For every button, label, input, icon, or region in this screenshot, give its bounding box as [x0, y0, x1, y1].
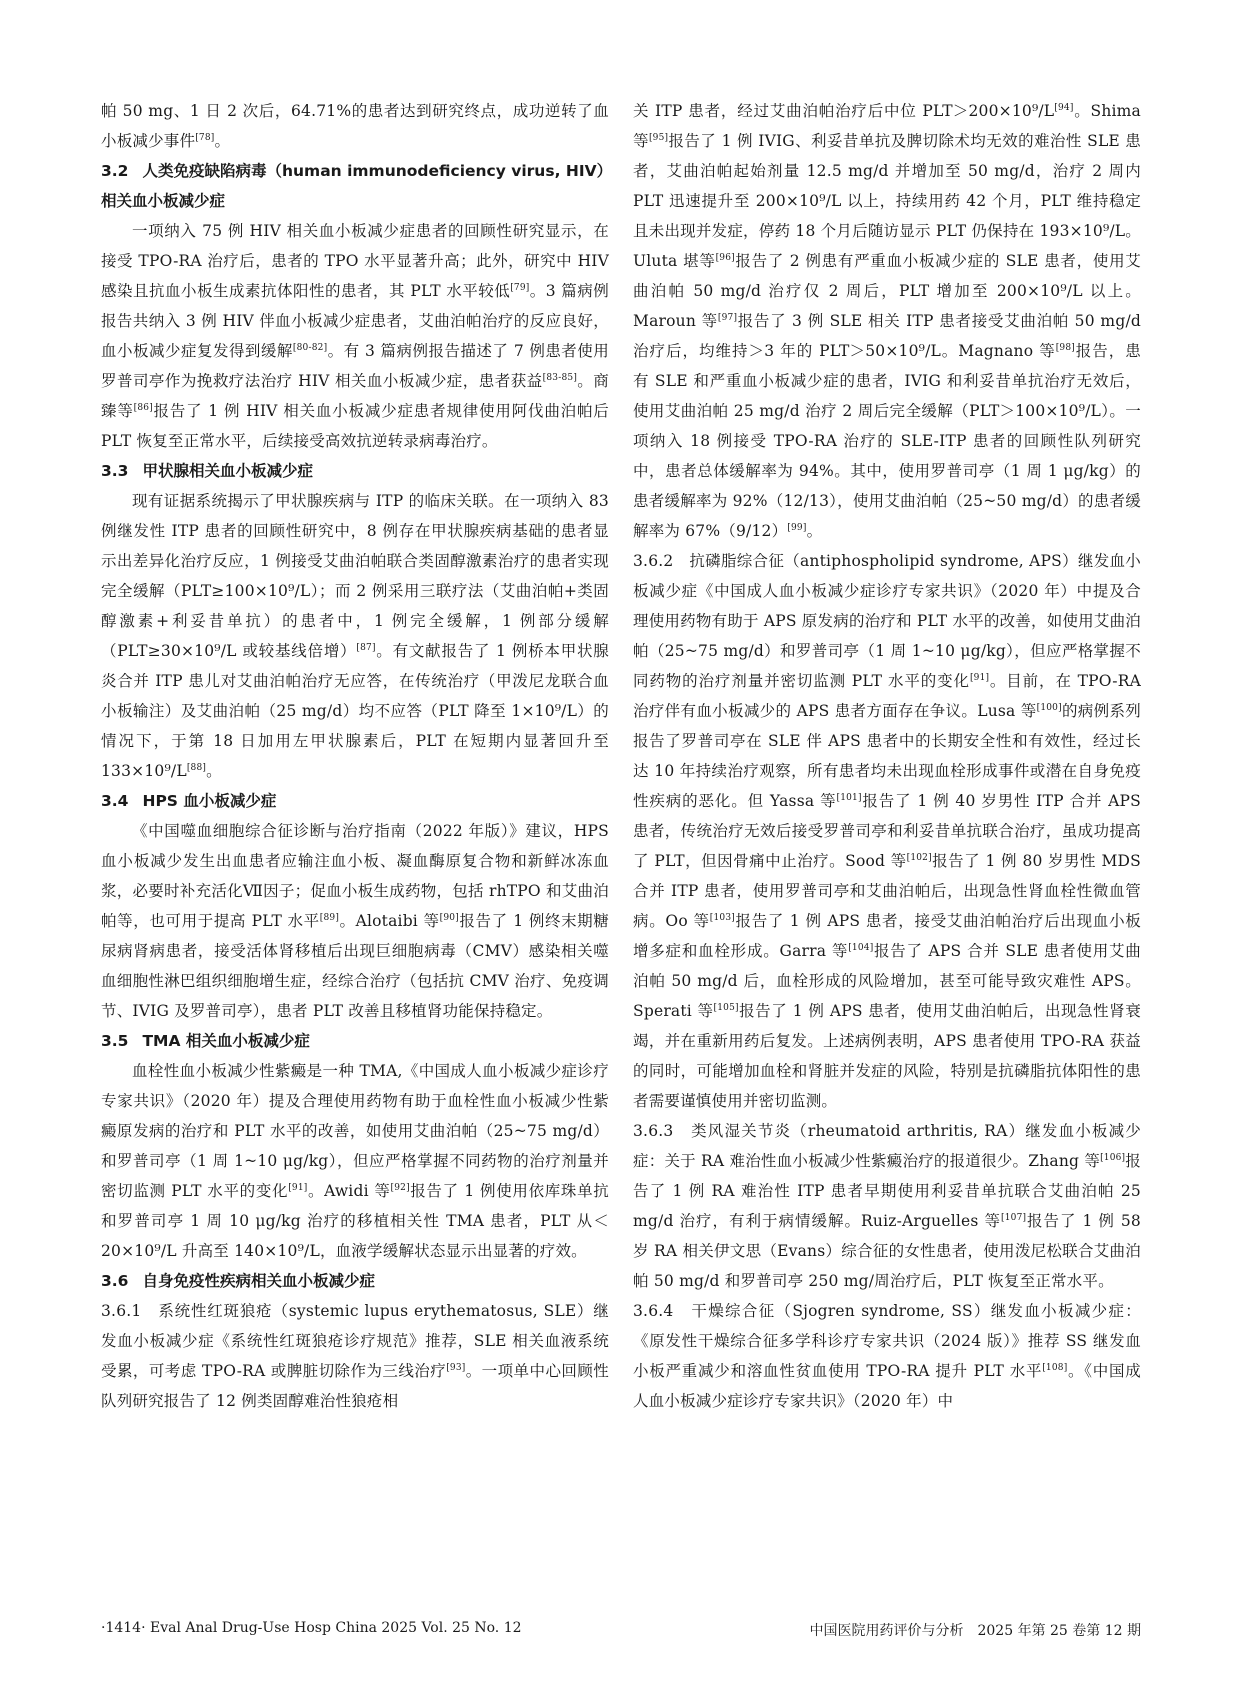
citation: [99] [787, 522, 807, 533]
section-title: 人类免疫缺陷病毒（human immunodeficiency virus, HIV）相关血小板减少症 [101, 162, 605, 210]
citation: [96] [715, 252, 735, 263]
footer-left: ·1414· Eval Anal Drug-Use Hosp China 2025 Vol. 25 No. 12 [101, 1620, 522, 1636]
paragraph [633, 1296, 1141, 1416]
citation: [88] [186, 762, 207, 773]
body-text: 。 [206, 762, 222, 780]
body-text: 报告了 1 例 APS 患者，接受艾曲泊帕治疗后出现血小板增多症和血栓形成。Garra 等 [633, 912, 1141, 960]
citation: [80-82] [292, 342, 328, 353]
citation: [106] [1100, 1152, 1126, 1163]
body-text: 血栓性血小板减少性紫癜是一种 TMA,《中国成人血小板减少症诊疗专家共识》（2020 年）提及合理使用药物有助于血栓性血小板减少性紫癜原发病的治疗和 PLT 水平的改善，如使用艾曲泊帕（25~75 mg/d）和罗普司亭（1 周 1~10 μg/kg），但应严格掌握不同药物的治疗剂量并密切监测 PLT 水平的变化 [101, 1062, 609, 1200]
body-text: 报告了 1 例 IVIG、利妥昔单抗及脾切除术均无效的难治性 SLE 患者，艾曲泊帕起始剂量 12.5 mg/d 并增加至 50 mg/d，治疗 2 周内 PLT 迅速提升至 200×10⁹/L 以上，持续用药 42 个月，PLT 维持稳定且未出现并发症，停药 18 个月后随访显示 PLT 仍保持在 193×10⁹/L。Uluta 堪等 [633, 132, 1142, 270]
citation: [90] [439, 912, 459, 923]
body-text: 。Alotaibi 等 [339, 912, 440, 930]
paragraph [101, 1296, 609, 1416]
citation: [98] [1055, 342, 1075, 353]
body-text: 3.6.2 抗磷脂综合征（antiphospholipid syndrome, APS）继发血小板减少症《中国成人血小板减少症诊疗专家共识》（2020 年）中提及合理使用药物有助于 APS 原发病的治疗和 PLT 水平的改善，如使用艾曲泊帕（25~75 mg/d）和罗普司亭（1 周 1~10 μg/kg），但应严格掌握不同药物的治疗剂量并密切监测 PLT 水平的变化 [633, 552, 1141, 690]
body-text: 。 [806, 522, 823, 540]
paragraph [633, 1116, 1141, 1296]
body-text: 3.6.1 系统性红斑狼疮（systemic lupus erythematosus, SLE）继发血小板减少症《系统性红斑狼疮诊疗规范》推荐，SLE 相关血液系统受累，可考虑 TPO-RA 或脾脏切除作为三线治疗 [101, 1302, 609, 1380]
section-heading [101, 456, 609, 486]
citation: [102] [906, 852, 932, 863]
section-title: HPS 血小板减少症 [142, 792, 277, 810]
body-text: 帕 50 mg、1 日 2 次后，64.71%的患者达到研究终点，成功逆转了血小板减少事件 [101, 102, 609, 150]
citation: [101] [836, 792, 862, 803]
body-text: 。3 篇病例报告共纳入 3 例 HIV 伴血小板减少症患者，艾曲泊帕治疗的反应良好，血小板减少症复发得到缓解 [101, 282, 609, 360]
section-number: 3.3 [101, 462, 129, 480]
body-text: 一项纳入 75 例 HIV 相关血小板减少症患者的回顾性研究显示，在接受 TPO-RA 治疗后，患者的 TPO 水平显著升高；此外，研究中 HIV 感染且抗血小板生成素抗体阳性的患者，其 PLT 水平较低 [101, 222, 609, 300]
citation: [100] [1036, 702, 1062, 713]
paragraph [633, 96, 1141, 546]
left-column [101, 96, 609, 1416]
citation: [87] [356, 642, 376, 653]
citation: [95] [648, 132, 669, 143]
body-text: 。商臻等 [101, 372, 609, 420]
body-text: 报告了 1 例 HIV 相关血小板减少症患者规律使用阿伐曲泊帕后 PLT 恢复至正常水平，后续接受高效抗逆转录病毒治疗。 [101, 402, 609, 450]
citation: [79] [510, 282, 530, 293]
paragraph [101, 1056, 609, 1266]
citation: [92] [390, 1182, 410, 1193]
section-title: 甲状腺相关血小板减少症 [142, 462, 313, 480]
paragraph [101, 96, 609, 156]
paragraph [101, 216, 609, 456]
body-text: 。Shima 等 [633, 102, 1141, 150]
section-title: TMA 相关血小板减少症 [142, 1032, 310, 1050]
section-heading [101, 786, 609, 816]
citation: [86] [133, 402, 153, 413]
citation: [108] [1042, 1362, 1068, 1373]
section-number: 3.4 [101, 792, 129, 810]
citation: [94] [1054, 102, 1074, 113]
body-text: 。目前，在 TPO-RA 治疗伴有血小板减少的 APS 患者方面存在争议。Lusa 等 [633, 672, 1141, 720]
body-text: 3.6.4 干燥综合征（Sjogren syndrome, SS）继发血小板减少症：《原发性干燥综合征多学科诊疗专家共识（2024 版）》推荐 SS 继发血小板严重减少和溶血性贫血使用 TPO-RA 提升 PLT 水平 [633, 1302, 1141, 1380]
body-text: 报告了 1 例 APS 患者，使用艾曲泊帕后，出现急性肾衰竭，并在重新用药后复发。上述病例表明，APS 患者使用 TPO-RA 获益的同时，可能增加血栓和肾脏并发症的风险，特别是抗磷脂抗体阳性的患者需要谨慎使用并密切监测。 [633, 1002, 1141, 1110]
paragraph [633, 546, 1141, 1116]
paragraph [101, 816, 609, 1026]
body-text: 报告了 APS 合并 SLE 患者使用艾曲泊帕 50 mg/d 后，血栓形成的风险增加，甚至可能导致灾难性 APS。Sperati 等 [633, 942, 1141, 1020]
footer-right: 中国医院用药评价与分析 2025 年第 25 卷第 12 期 [809, 1623, 1141, 1639]
body-text: 《中国噬血细胞综合征诊断与治疗指南（2022 年版）》建议，HPS 血小板减少发生出血患者应输注血小板、凝血酶原复合物和新鲜冰冻血浆，必要时补充活化Ⅶ因子；促血小板生成药物，包括 rhTPO 和艾曲泊帕等，也可用于提高 PLT 水平 [101, 822, 609, 930]
body-text: 报告了 1 例 40 岁男性 ITP 合并 APS 患者，传统治疗无效后接受罗普司亭和利妥昔单抗联合治疗，虽成功提高了 PLT，但因骨痛中止治疗。Sood 等 [633, 792, 1141, 870]
citation: [83-85] [542, 372, 578, 383]
citation: [93] [446, 1362, 466, 1373]
body-text: 3.6.3 类风湿关节炎（rheumatoid arthritis, RA）继发血小板减少症：关于 RA 难治性血小板减少性紫癜治疗的报道很少。Zhang 等 [633, 1122, 1141, 1170]
body-text: 。有 3 篇病例报告描述了 7 例患者使用罗普司亭作为挽救疗法治疗 HIV 相关血小板减少症，患者获益 [101, 342, 609, 390]
citation: [104] [848, 942, 874, 953]
body-text: 的病例系列报告了罗普司亭在 SLE 伴 APS 患者中的长期安全性和有效性，经过长达 10 年持续治疗观察，所有患者均未出现血栓形成事件或潜在自身免疫性疾病的恶化。但 Yassa 等 [633, 702, 1141, 810]
citation: [91] [288, 1182, 308, 1193]
body-text: 报告了 1 例 58 岁 RA 相关伊文思（Evans）综合征的女性患者，使用泼尼松联合艾曲泊帕 50 mg/d 和罗普司亭 250 mg/周治疗后，PLT 恢复至正常水平。 [633, 1212, 1141, 1290]
section-heading [101, 1026, 609, 1056]
body-text: 现有证据系统揭示了甲状腺疾病与 ITP 的临床关联。在一项纳入 83 例继发性 ITP 患者的回顾性研究中，8 例存在甲状腺疾病基础的患者显示出差异化治疗反应，1 例接受艾曲泊帕联合类固醇激素治疗的患者实现完全缓解（PLT≥100×10⁹/L）；而 2 例采用三联疗法（艾曲泊帕+类固醇激素+利妥昔单抗）的患者中，1 例完全缓解，1 例部分缓解（PLT≥30×10⁹/L 或较基线倍增） [101, 492, 609, 660]
section-number: 3.5 [101, 1032, 129, 1050]
body-text: 报告，患有 SLE 和严重血小板减少症的患者，IVIG 和利妥昔单抗治疗无效后，使用艾曲泊帕 25 mg/d 治疗 2 周后完全缓解（PLT＞100×10⁹/L）。一项纳入 18 例接受 TPO-RA 治疗的 SLE-ITP 患者的回顾性队列研究中，患者总体缓解率为 94%。其中，使用罗普司亭（1 周 1 μg/kg）的患者缓解率为 92%（12/13），使用艾曲泊帕（25~50 mg/d）的患者缓解率为 67%（9/12） [633, 342, 1141, 540]
section-heading [101, 1266, 609, 1296]
body-text: 。 [214, 132, 231, 150]
citation: [78] [195, 132, 215, 143]
right-column [633, 96, 1141, 1416]
citation: [107] [1001, 1212, 1027, 1223]
body-text: 报告了 1 例终末期糖尿病肾病患者，接受活体肾移植后出现巨细胞病毒（CMV）感染相关噬血细胞性淋巴组织细胞增生症，经综合治疗（包括抗 CMV 治疗、免疫调节、IVIG 及罗普司亭），患者 PLT 改善且移植肾功能保持稳定。 [101, 912, 609, 1020]
citation: [105] [713, 1002, 739, 1013]
section-number: 3.2 [101, 162, 129, 180]
paragraph [101, 486, 609, 786]
body-text: 关 ITP 患者，经过艾曲泊帕治疗后中位 PLT＞200×10⁹/L [633, 102, 1055, 120]
section-title: 自身免疫性疾病相关血小板减少症 [142, 1272, 375, 1290]
body-text: 报告了 1 例 80 岁男性 MDS 合并 ITP 患者，使用罗普司亭和艾曲泊帕后，出现急性肾血栓性微血管病。Oo 等 [633, 852, 1141, 930]
citation: [89] [319, 912, 340, 923]
body-text: 报告了 1 例使用依库珠单抗和罗普司亭 1 周 10 μg/kg 治疗的移植相关性 TMA 患者，PLT 从＜20×10⁹/L 升高至 140×10⁹/L，血液学缓解状态显示出显著的疗效。 [101, 1182, 609, 1260]
body-text: 报告了 3 例 SLE 相关 ITP 患者接受艾曲泊帕 50 mg/d 治疗后，均维持＞3 年的 PLT＞50×10⁹/L。Magnano 等 [633, 312, 1141, 360]
citation: [103] [709, 912, 735, 923]
body-text: 。有文献报告了 1 例桥本甲状腺炎合并 ITP 患儿对艾曲泊帕治疗无应答，在传统治疗（甲泼尼龙联合血小板输注）及艾曲泊帕（25 mg/d）均不应答（PLT 降至 1×10⁹/L）的情况下，于第 18 日加用左甲状腺素后，PLT 在短期内显著回升至 133×10⁹/L [101, 642, 609, 780]
body-text: 。一项单中心回顾性队列研究报告了 12 例类固醇难治性狼疮相 [101, 1362, 609, 1410]
body-text: 。Awidi 等 [307, 1182, 391, 1200]
citation: [91] [969, 672, 990, 683]
body-text: 。《中国成人血小板减少症诊疗专家共识》（2020 年）中 [633, 1362, 1141, 1410]
body-text: 报告了 1 例 RA 难治性 ITP 患者早期使用利妥昔单抗联合艾曲泊帕 25 mg/d 治疗，有利于病情缓解。Ruiz-Arguelles 等 [633, 1152, 1141, 1230]
citation: [97] [717, 312, 738, 323]
section-number: 3.6 [101, 1272, 129, 1290]
body-text: 报告了 2 例患有严重血小板减少症的 SLE 患者，使用艾曲泊帕 50 mg/d 治疗仅 2 周后，PLT 增加至 200×10⁹/L 以上。Maroun 等 [633, 252, 1142, 330]
section-heading [101, 156, 609, 216]
